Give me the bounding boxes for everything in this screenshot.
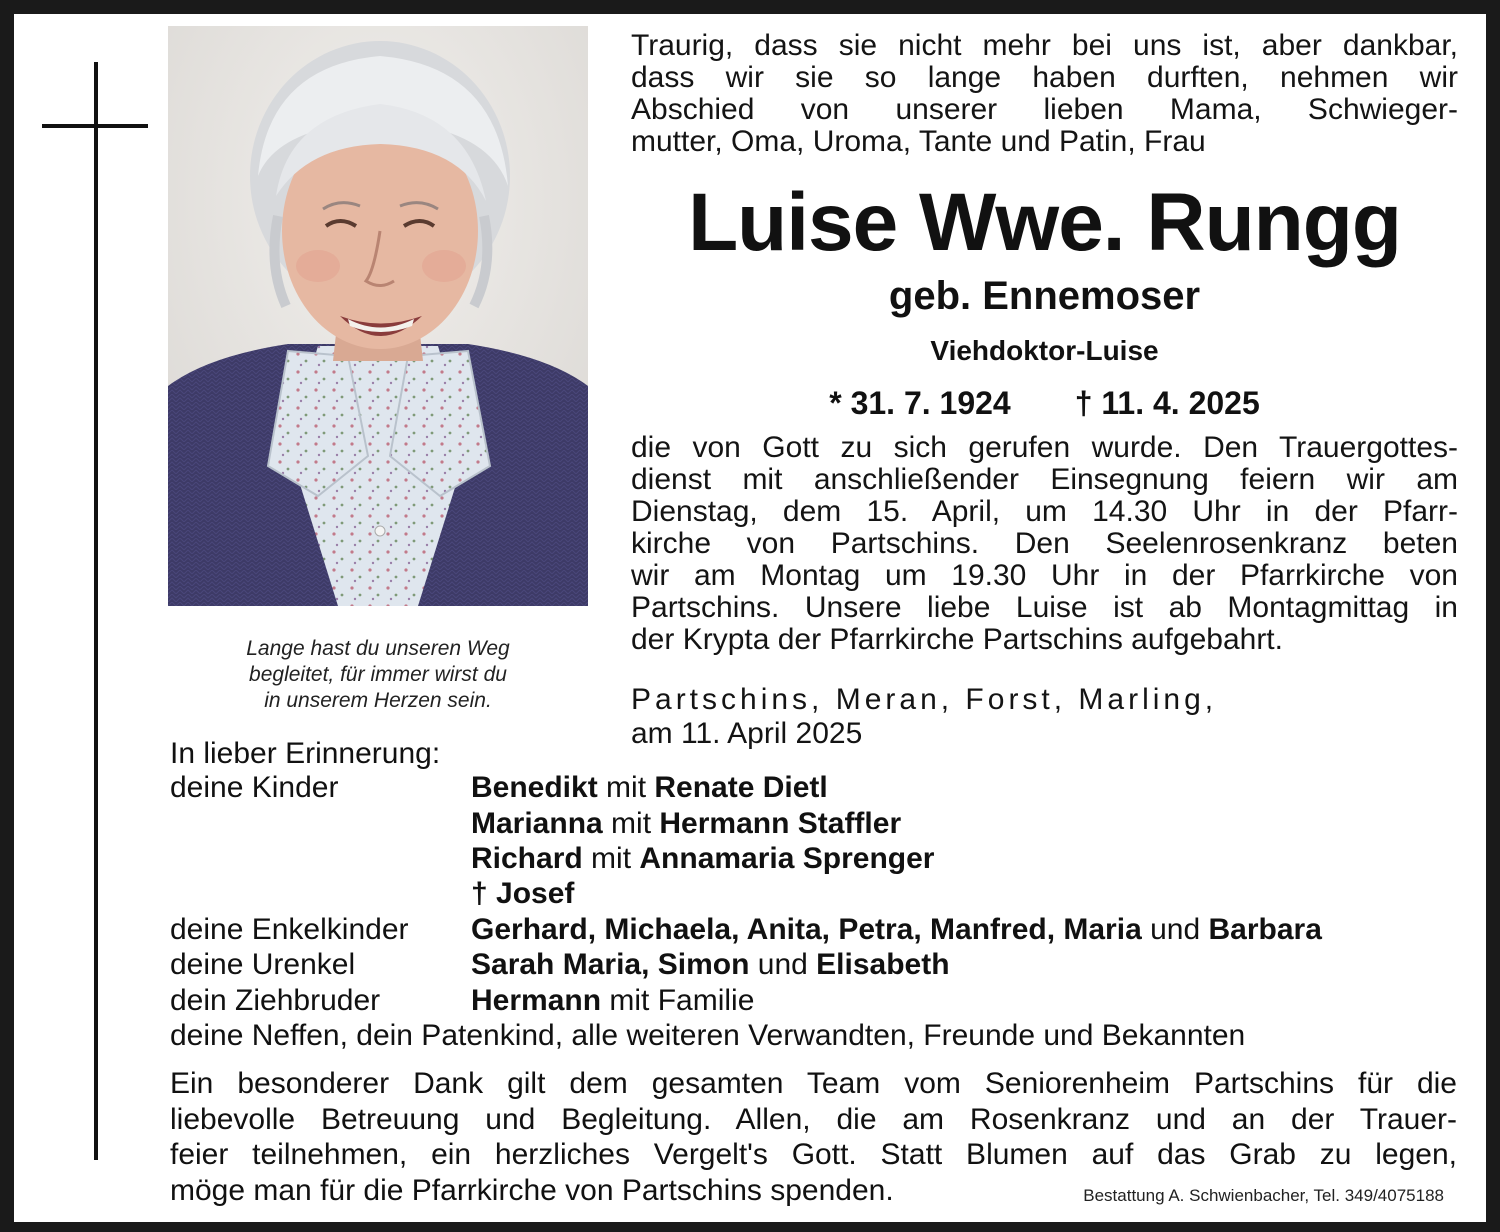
service-line: dienst mit anschließender Einsegnung feiern wir am <box>631 463 1458 496</box>
intro-line: mutter, Oma, Uroma, Tante und Patin, Frau <box>631 125 1206 158</box>
service-line: Dienstag, dem 15. April, um 14.30 Uhr in der Pfarr- <box>631 495 1458 528</box>
photo-caption <box>168 636 588 714</box>
children-row <box>170 808 901 840</box>
grandchildren-row <box>170 914 1322 946</box>
service-paragraph <box>631 432 1458 656</box>
service-line: die von Gott zu sich gerufen wurde. Den Trauergottes- <box>631 431 1458 464</box>
great-grandchildren-row <box>170 949 950 981</box>
child-partner: Renate Dietl <box>654 771 828 804</box>
grandchildren-names: Gerhard, Michaela, Anita, Petra, Manfred, Maria <box>471 913 1142 946</box>
service-line: kirche von Partschins. Den Seelenrosenkranz beten <box>631 527 1458 560</box>
service-line: wir am Montag um 19.30 Uhr in der Pfarrkirche von <box>631 559 1458 592</box>
death-date: † 11. 4. 2025 <box>1074 385 1260 421</box>
maiden-name: geb. Ennemoser <box>888 274 1201 318</box>
service-line: Partschins. Unsere liebe Luise ist ab Montagmittag in <box>631 591 1458 624</box>
other-relatives: deine Neffen, dein Patenkind, alle weiteren Verwandten, Freunde und Bekannten <box>170 1019 1246 1052</box>
children-row <box>170 772 828 804</box>
caption-line: in unserem Herzen sein. <box>264 689 492 712</box>
great-grandchildren-label: deine Urenkel <box>170 948 356 981</box>
cross-vertical-bar <box>94 62 98 1160</box>
birth-date: * 31. 7. 1924 <box>829 385 1011 421</box>
place-date: am 11. April 2025 <box>631 717 863 750</box>
funeral-home-credit: Bestattung A. Schwienbacher, Tel. 349/4075188 <box>1083 1186 1444 1205</box>
child-name: Richard <box>471 842 583 875</box>
caption-line: Lange hast du unseren Weg <box>246 637 510 660</box>
children-row <box>170 878 574 910</box>
portrait-photo <box>168 26 588 606</box>
cross-horizontal-bar <box>42 124 148 128</box>
nickname: Viehdoktor-Luise <box>930 335 1159 366</box>
great-grandchild-last: Elisabeth <box>816 948 950 981</box>
grandchild-last: Barbara <box>1208 913 1322 946</box>
conjunction: mit <box>597 771 655 804</box>
conjunction: mit <box>602 807 660 840</box>
foster-brother-rest: mit Familie <box>601 984 755 1017</box>
children-row <box>170 843 934 875</box>
thanks-line: liebevolle Betreuung und Begleitung. Allen, die am Rosenkranz und an der Trauer- <box>170 1102 1457 1136</box>
thanks-line: feier teilnehmen, ein herzliches Vergelt's Gott. Statt Blumen auf das Grab zu legen, <box>170 1138 1457 1171</box>
places: Partschins, Meran, Forst, Marling, <box>631 683 1218 716</box>
grandchildren-label: deine Enkelkinder <box>170 913 409 946</box>
thanks-line: Ein besonderer Dank gilt dem gesamten Team vom Seniorenheim Partschins für die <box>170 1067 1457 1100</box>
intro-paragraph <box>631 30 1458 158</box>
foster-brother-name: Hermann <box>471 984 602 1017</box>
child-name: † Josef <box>471 877 575 910</box>
conjunction: und <box>749 948 817 981</box>
thanks-line: möge man für die Pfarrkirche von Partschins spenden. <box>170 1173 894 1207</box>
intro-line: dass wir sie so lange haben durften, nehmen wir <box>631 61 1458 94</box>
foster-brother-row <box>170 985 754 1017</box>
child-name: Benedikt <box>471 771 598 804</box>
memory-heading: In lieber Erinnerung: <box>170 737 441 770</box>
intro-line: Traurig, dass sie nicht mehr bei uns ist, aber dankbar, <box>631 29 1458 62</box>
child-name: Marianna <box>471 807 603 840</box>
child-partner: Annamaria Sprenger <box>639 842 935 875</box>
service-line: der Krypta der Pfarrkirche Partschins aufgebahrt. <box>631 623 1283 656</box>
conjunction: mit <box>582 842 640 875</box>
life-dates <box>631 384 1458 422</box>
caption-line: begleitet, für immer wirst du <box>249 663 507 686</box>
foster-brother-label: dein Ziehbruder <box>170 984 381 1017</box>
intro-line: Abschied von unserer lieben Mama, Schwieger- <box>631 93 1458 126</box>
deceased-name: Luise Wwe. Rungg <box>688 177 1401 268</box>
great-grandchildren-names: Sarah Maria, Simon <box>471 948 750 981</box>
children-label: deine Kinder <box>170 771 339 804</box>
conjunction: und <box>1141 913 1209 946</box>
child-partner: Hermann Staffler <box>659 807 902 840</box>
